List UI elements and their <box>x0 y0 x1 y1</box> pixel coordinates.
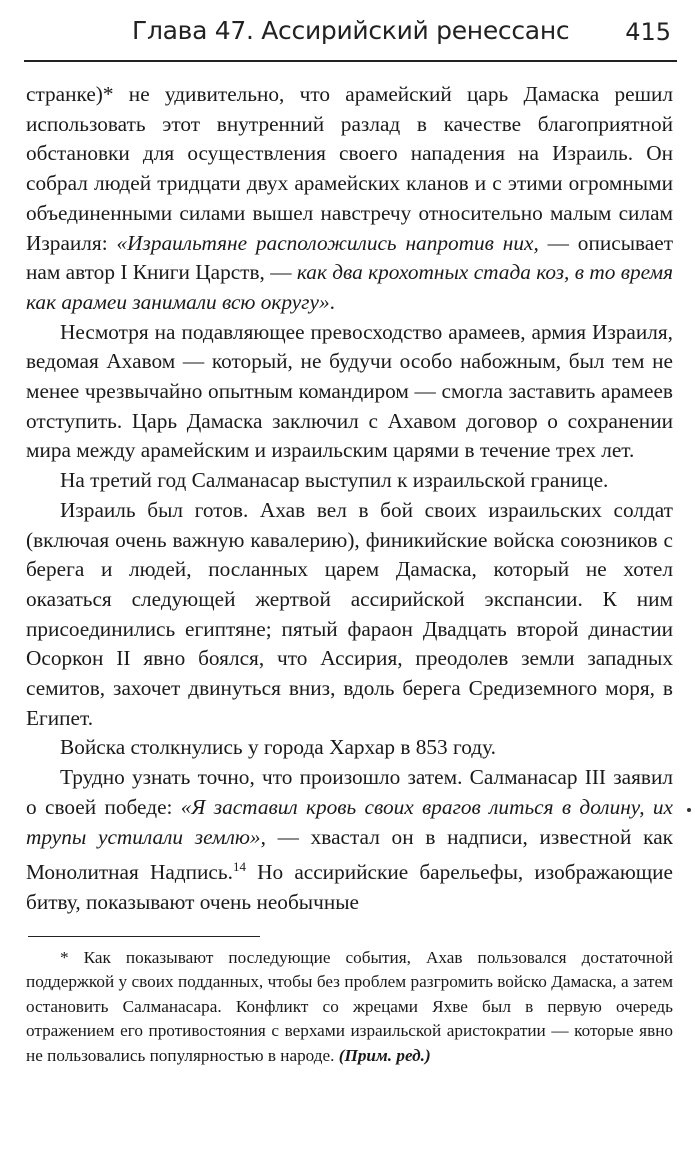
paragraph-6 <box>26 763 673 918</box>
footnote-reference-14: 14 <box>232 859 246 875</box>
main-text <box>26 80 673 918</box>
quote-3: «Я заставил кровь своих врагов литься в долину, их трупы устилали землю» <box>26 794 673 849</box>
page-header <box>24 14 677 62</box>
paragraph-1-text-b: — описывает нам автор I Книги Царств, — <box>26 230 673 285</box>
paragraph-5: Войска столкнулись у города Хархар в 853 году. <box>60 735 496 760</box>
footnote-paragraph <box>26 946 673 1068</box>
paragraph-3: На третий год Салманасар выступил к израильской границе. <box>60 468 609 493</box>
paragraph-6-text-c: Но ассирийские барельефы, изображающие битву, показывают очень необычные <box>26 860 673 915</box>
paragraph-4: Израиль был готов. Ахав вел в бой своих израильских солдат (включая очень важную кавалерию), финикийские войска союзников с берега и людей, посланных царем Дамаска, который не хотел оказаться следующей жертвой ассирийской экспансии. К ним присоединились египтяне; пятый фараон Двадцать второй династии Осоркон II явно боялся, что Ассирия, преодолев земли западных семитов, захочет двинуться вниз, вдоль берега Средиземного моря, в Египет. <box>26 497 673 730</box>
paragraph-1-text-a: странке)* не удивительно, что арамейский царь Дамаска решил использовать этот внутренний разлад в качестве благоприятной обстановки для осуществления своего нападения на Израиль. Он собрал людей тридцати двух арамейских кланов и с этими огромными объединенными силами вышел навстречу относительно малым силам Израиля: <box>26 82 673 255</box>
quote-2: как два крохотных стада коз, в то время как арамеи занимали всю округу» <box>26 260 674 314</box>
paragraph-1 <box>26 80 673 318</box>
footnote-divider <box>28 936 260 937</box>
editor-note: (Прим. ред.) <box>338 1045 431 1065</box>
chapter-running-head: Глава 47. Ассирийский ренессанс <box>132 16 570 45</box>
margin-mark <box>687 808 691 812</box>
paragraph-1-text-c: . <box>329 289 335 314</box>
quote-1: «Израильтяне расположились напротив них, <box>116 230 539 255</box>
footnote <box>26 946 673 1068</box>
paragraph-6-text-a: Трудно узнать точно, что произошло затем. Салманасар III заявил о своей победе: <box>26 765 673 819</box>
paragraph-2: Несмотря на подавляющее превосходство арамеев, армия Израиля, ведомая Ахавом — который, не будучи особо набожным, был тем не менее чрезвычайно опытным командиром — смогла заставить арамеев отступить. Царь Дамаска заключил с Ахавом договор о сохранении мира между арамейским и израильским царями в течение трех лет. <box>26 319 673 463</box>
footnote-text: * Как показывают последующие события, Ахав пользовался достаточной поддержкой у своих подданных, чтобы без проблем разгромить войско Дамаска, а затем остановить Салманасара. Конфликт со жрецами Яхве был в первую очередь отражением его противостояния с верхами израильской аристократии — которые явно не пользовались популярностью в народе. <box>26 948 673 1065</box>
page-number: 415 <box>625 18 671 46</box>
paragraph-6-text-b: , — хвастал он в надписи, известной как Монолитная Надпись. <box>26 824 673 885</box>
